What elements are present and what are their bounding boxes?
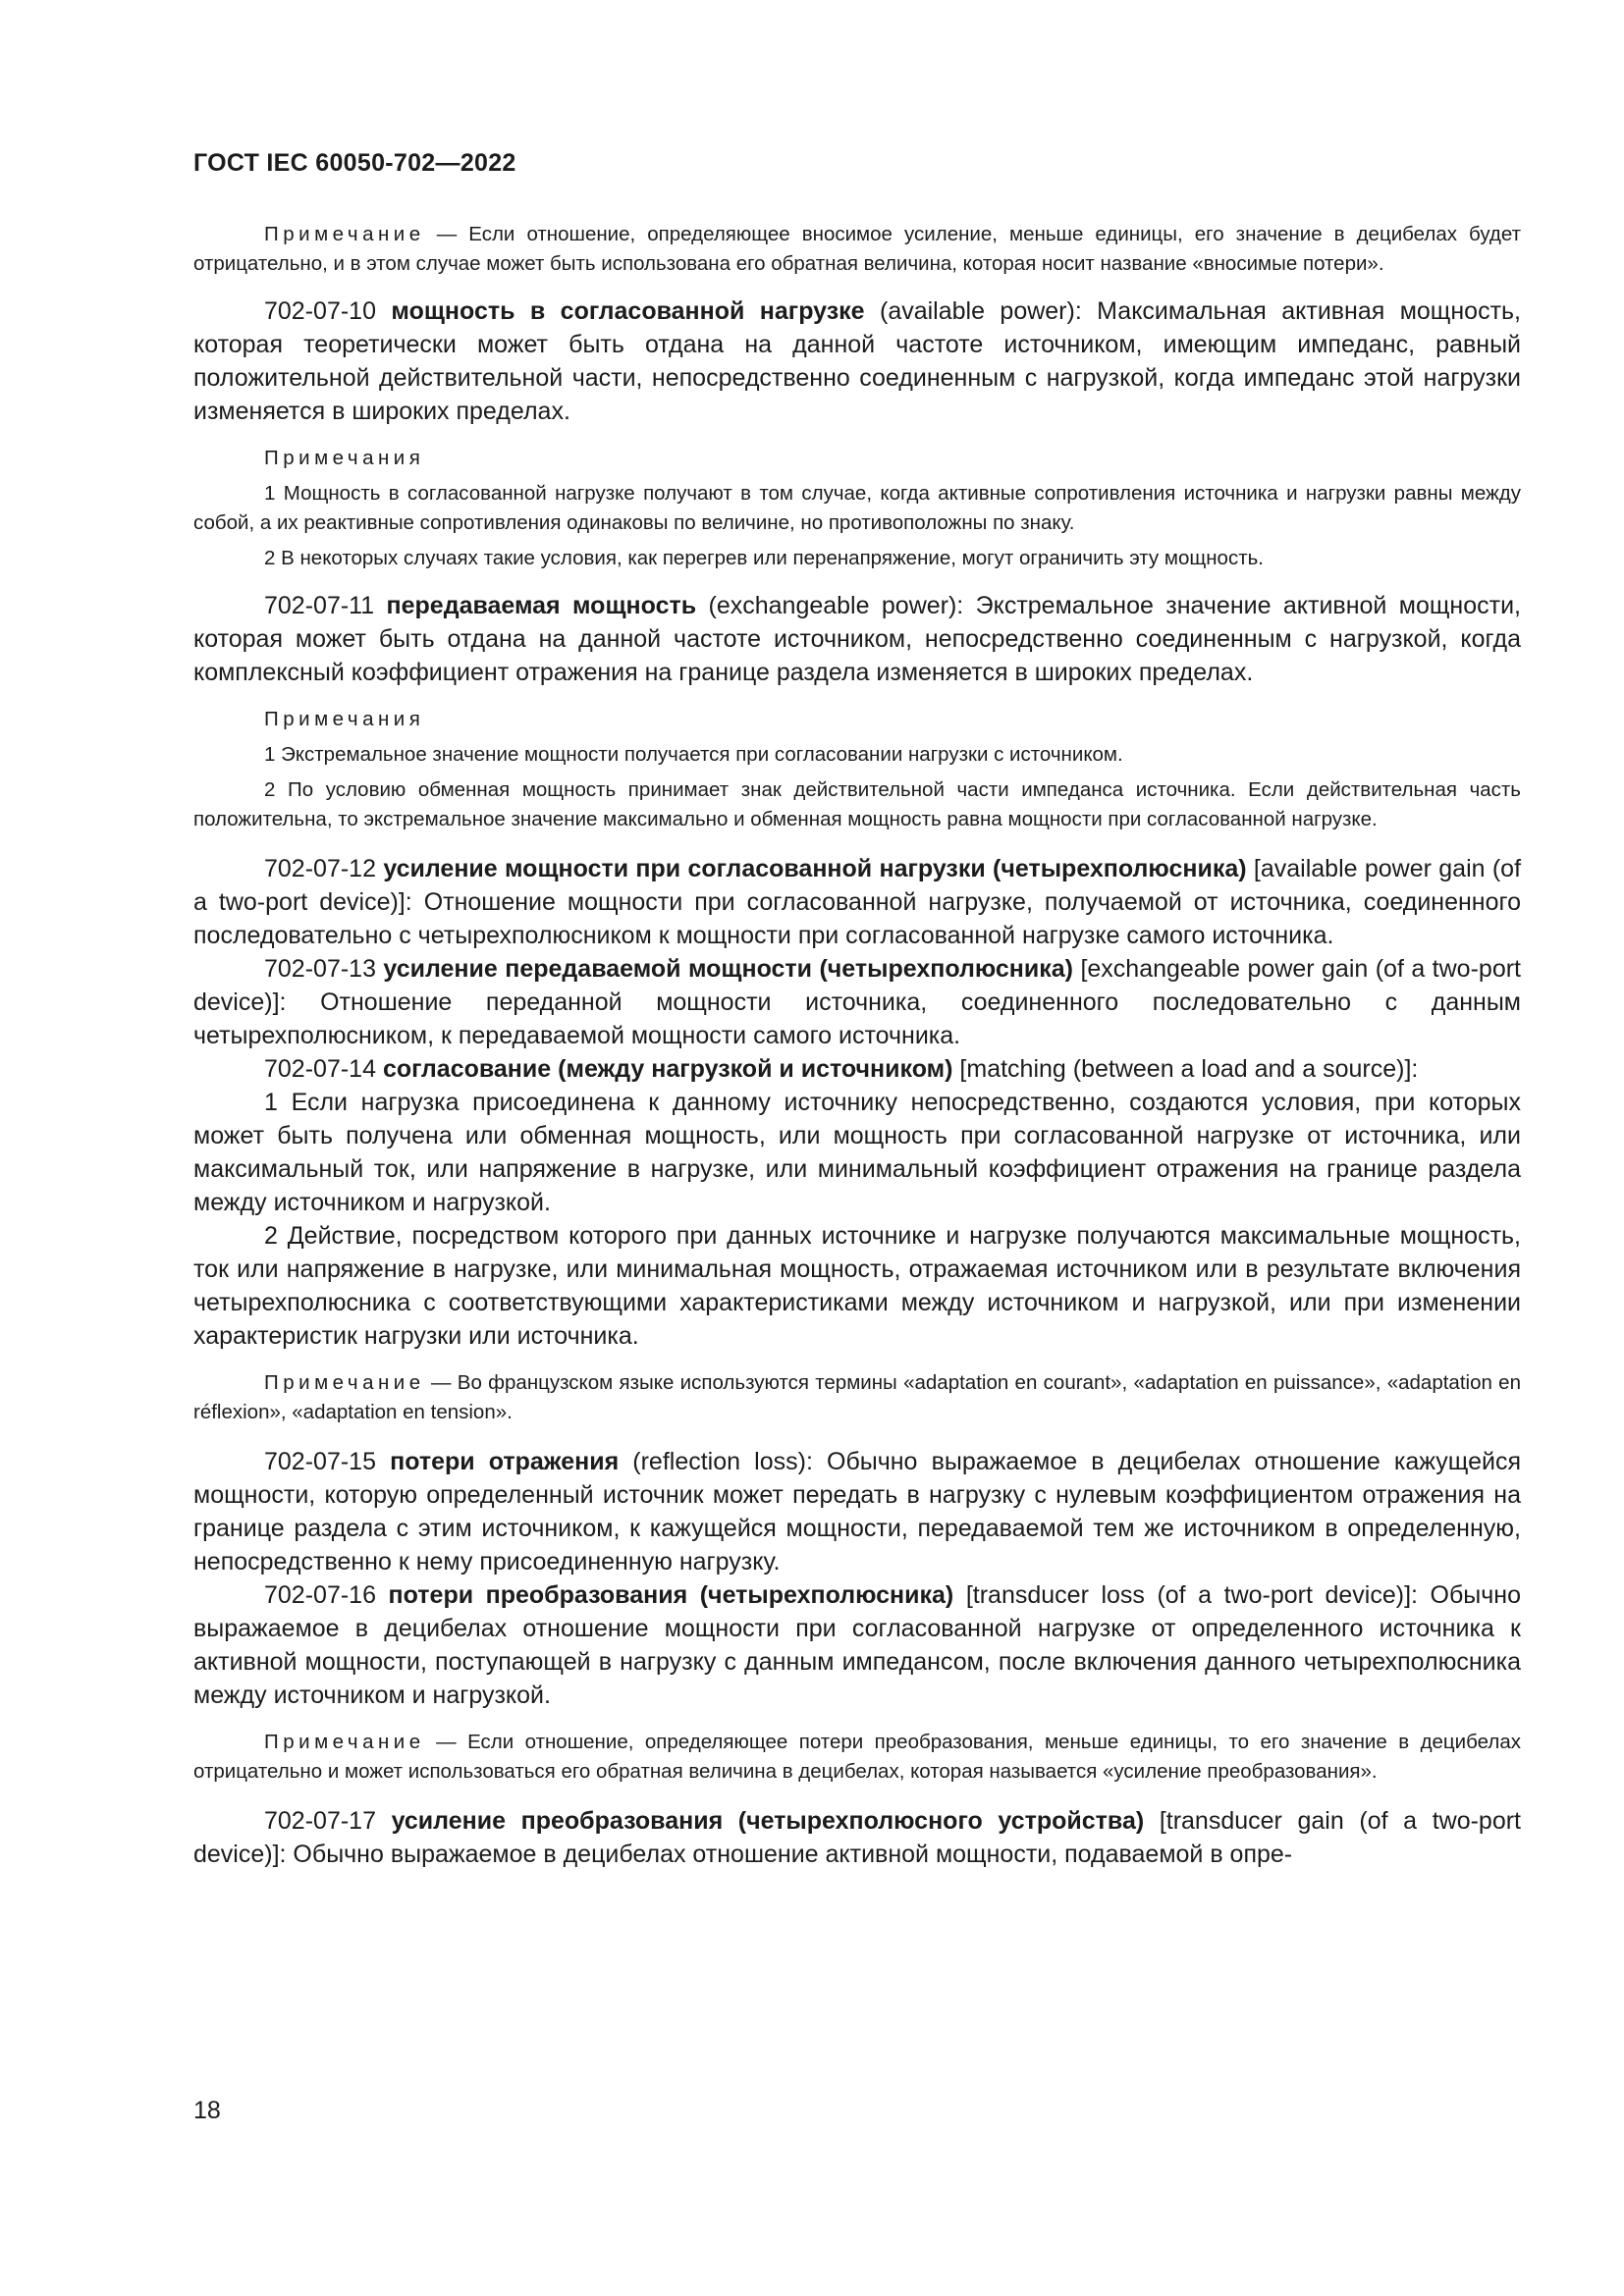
page-number: 18: [193, 2097, 221, 2124]
term-name: мощность в согласованной нагрузке: [391, 297, 865, 325]
note-paragraph: Примечание — Если отношение, определяющее вносимое усиление, меньше единицы, его значение в децибелах будет отрицательно, и в этом случае может быть использована его обратная величина, которая носит название «вносимые потери».: [193, 223, 1521, 275]
term-entry-702-07-12: 702-07-12 усиление мощности при согласованной нагрузки (четырехполюсника) [available power gain (of a two-port device)]: Отношение мощности при согласованной нагрузке, получаемой от источника, соединенного последовательно с четырехполюсником к мощности при согласованной нагрузке самого источника.: [193, 855, 1522, 949]
term-entry-702-07-11: 702-07-11 передаваемая мощность (exchangeable power): Экстремальное значение активной мощности, которая может быть отдана на данной частоте источником, непосредственно соединенным с нагрузкой, когда комплексный коэффициент отражения на границе раздела изменяется в широких пределах.: [193, 592, 1521, 686]
note-item: 1 Экстремальное значение мощности получается при согласовании нагрузки с источником.: [264, 743, 1123, 766]
term-name: согласование (между нагрузкой и источником): [382, 1055, 953, 1083]
term-name: потери преобразования (четырехполюсника): [388, 1581, 954, 1609]
document-header: ГОСТ IEC 60050-702—2022: [193, 149, 516, 177]
term-entry-702-07-13: 702-07-13 усиление передаваемой мощности (четырехполюсника) [exchangeable power gain (of a two-port device)]: Отношение переданной мощности источника, соединенного последовательно с данным четырехполюсником, к передаваемой мощности самого источника.: [193, 955, 1521, 1049]
term-name: усиление преобразования (четырехполюсного устройства): [391, 1807, 1145, 1835]
term-entry-702-07-14: 702-07-14 согласование (между нагрузкой и источником) [matching (between a load and a source)]:: [264, 1055, 1419, 1083]
term-entry-702-07-10: 702-07-10 мощность в согласованной нагрузке (available power): Максимальная активная мощность, которая теоретически может быть отдана на данной частоте источником, имеющим импеданс, равный положительной действительной части, непосредственно соединенным с нагрузкой, когда импеданс этой нагрузки изменяется в широких пределах.: [193, 297, 1522, 425]
note-paragraph: Примечание — Во французском языке используются термины «adaptation en courant», «adaptation en puissance», «adaptation en réflexion», «adaptation en tension».: [193, 1371, 1521, 1423]
term-entry-702-07-17: 702-07-17 усиление преобразования (четырехполюсного устройства) [transducer gain (of a two-port device)]: Обычно выражаемое в децибелах отношение активной мощности, подаваемой в опре-: [193, 1807, 1521, 1868]
note-item: 2 В некоторых случаях такие условия, как перегрев или перенапряжение, могут ограничить эту мощность.: [264, 547, 1264, 569]
term-entry-702-07-15: 702-07-15 потери отражения (reflection loss): Обычно выражаемое в децибелах отношение кажущейся мощности, которую определенный источник может передать в нагрузку с нулевым коэффициентом отражения на границе раздела с этим источником, к кажущейся мощности, передаваемой тем же источником в определенную, непосредственно к нему присоединенную нагрузку.: [193, 1448, 1521, 1575]
note-item: 1 Мощность в согласованной нагрузке получают в том случае, когда активные сопротивления источника и нагрузки равны между собой, а их реактивные сопротивления одинаковы по величине, но противоположны по знаку.: [193, 482, 1521, 534]
notes-heading: Примечания: [264, 447, 425, 469]
note-label: Примечание: [264, 223, 425, 245]
note-label: Примечание: [264, 1371, 425, 1394]
definition-item: 1 Если нагрузка присоединена к данному источнику непосредственно, создаются условия, при которых может быть получена или обменная мощность, или мощность при согласованной нагрузке от источника, или максимальный ток, или напряжение в нагрузке, или минимальный коэффициент отражения на границе раздела между источником и нагрузкой.: [193, 1089, 1521, 1216]
term-name: усиление мощности при согласованной нагрузки (четырехполюсника): [383, 855, 1247, 882]
note-label: Примечание: [264, 1731, 425, 1753]
note-paragraph: Примечание — Если отношение, определяющее потери преобразования, меньше единицы, то его значение в децибелах отрицательно и может использоваться его обратная величина в децибелах, которая называется «усиление преобразования».: [193, 1731, 1521, 1783]
term-entry-702-07-16: 702-07-16 потери преобразования (четырехполюсника) [transducer loss (of a two-port device)]: Обычно выражаемое в децибелах отношение мощности при согласованной нагрузке от определенного источника к активной мощности, поступающей в нагрузку с данным импедансом, после включения данного четырехполюсника между источником и нагрузкой.: [193, 1581, 1522, 1709]
term-name: усиление передаваемой мощности (четырехполюсника): [383, 955, 1073, 983]
term-name: потери отражения: [390, 1448, 620, 1475]
document-content: [193, 220, 1521, 1871]
definition-item: 2 Действие, посредством которого при данных источнике и нагрузке получаются максимальные мощность, ток или напряжение в нагрузке, или минимальная мощность, отражаемая источником или в результате включения четырехполюсника с соответствующими характеристиками между источником и нагрузкой, или при изменении характеристик нагрузки или источника.: [193, 1222, 1521, 1350]
term-name: передаваемая мощность: [386, 592, 697, 619]
notes-heading: Примечания: [264, 708, 425, 730]
note-item: 2 По условию обменная мощность принимает знак действительной части импеданса источника. Если действительная часть положительна, то экстремальное значение максимально и обменная мощность равна мощности при согласованной нагрузке.: [193, 778, 1521, 830]
